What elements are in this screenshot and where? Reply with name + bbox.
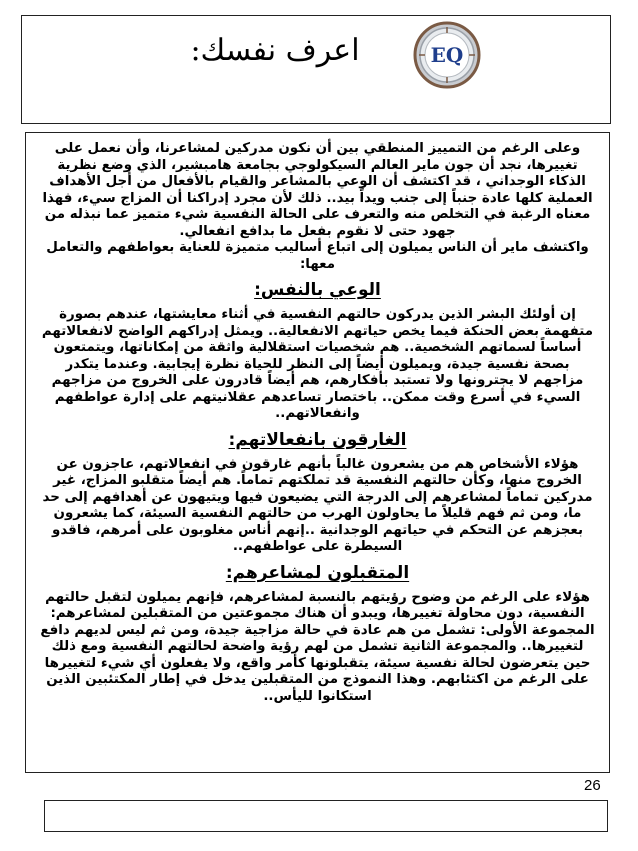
intro-paragraph-1: وعلى الرغم من التمييز المنطقي بين أن نكون مدركين لمشاعرنا، وأن نعمل على تغييرها، نجد أن جون ماير العالم السيكولوجي بجامعة هامبشير، الذي وضع نظرية الذكاء الوجداني ، قد اكتشف أن الوعي بالمشاعر والقيام بالأفعال من أجل الأهداف العملية كلها عادة جنباً إلى جنب ويداً بيد.. ذلك لأن مجرد إدراكنا أن المزاج سيء، فهذا معناه الرغبة في التخلص منه والتعرف على الحالة النفسية شيء متميز عما نبذله من جهود حتى لا نقوم بفعل ما بدافع انفعالي. xyxy=(42,141,593,239)
section-title-self-awareness: الوعي بالنفس: xyxy=(254,280,381,300)
section-title-engulfed: الغارقون بانفعالاتهم: xyxy=(228,429,407,450)
page-number: 26 xyxy=(584,777,601,794)
logo-text: EQ xyxy=(430,43,464,67)
section-paragraph: هؤلاء الأشخاص هم من يشعرون غالباً بأنهم غارقون في انفعالاتهم، عاجزون عن الخروج منها، وكأن حالتهم النفسية قد تملكتهم تماماً. هم أيضاً متقلبو المزاج، غير مدركين تماماً لمشاعرهم إلى الدرجة التي يضيعون فيها ويتيهون عن أهدافهم إلى حد ما، ومن ثم فهم قليلاً ما يحاولون الهرب من حالتهم النفسية السيئة، كما يشعرون بعجزهم عن التحكم في حياتهم الوجدانية ..إنهم أناس مغلوبون على أمرهم، فاقدو السيطرة على عواطفهم.. xyxy=(42,456,593,554)
section-title-accepting: المتقبلون لمشاعرهم: xyxy=(225,562,410,583)
page-title: اعرف نفسك: xyxy=(190,33,360,68)
footer-frame xyxy=(44,800,608,832)
section-paragraph: هؤلاء على الرغم من وضوح رؤيتهم بالنسبة لمشاعرهم، فإنهم يميلون لتقبل حالتهم النفسية، دون محاولة تغييرها، ويبدو أن هناك مجموعتين من المتقبلين لمشاعرهم: xyxy=(45,589,590,621)
eq-logo xyxy=(413,21,481,89)
header-frame xyxy=(21,15,611,124)
intro-paragraph-2: واكتشف ماير أن الناس يميلون إلى اتباع أساليب متميزة للعناية بعواطفهم والتعامل معها: xyxy=(46,240,589,272)
section-paragraph: المجموعة الأولى: تشمل من هم عادة في حالة مزاجية جيدة، ومن ثم ليس لديهم دافع لتغييرها.. والمجموعة الثانية تشمل من لهم رؤية واضحة لحالتهم النفسية ومع ذلك حين يتعرضون لحالة نفسية سيئة، يتقبلونها كأمر واقع، ولا يفعلون أي شيء لتغييرها على الرغم من اكتئابهم. وهذا النموذج من المتقبلين يدخل في إطار المكتئبين الذين استكانوا لليأس.. xyxy=(40,622,595,704)
content-frame xyxy=(25,132,610,773)
section-paragraph: إن أولئك البشر الذين يدركون حالتهم النفسية في أثناء معايشتها، عندهم بصورة متفهمة بعض الحنكة فيما يخص حياتهم الانفعالية.. ويمثل إدراكهم الواضح لانفعالاتهم أساساً لسماتهم الشخصية.. هم شخصيات استقلالية واثقة من إمكاناتها، ويتمتعون بصحة نفسية جيدة، ويميلون أيضاً إلى النظر للحياة نظرة إيجابية. وعندما يتكدر مزاجهم لا يجترونها ولا تستبد بأفكارهم، هم أيضاً قادرون على الخروج من مزاجهم السيء في أسرع وقت ممكن.. باختصار تساعدهم عقلانيتهم على إدارة عواطفهم وانفعالاتهم.. xyxy=(41,307,594,421)
